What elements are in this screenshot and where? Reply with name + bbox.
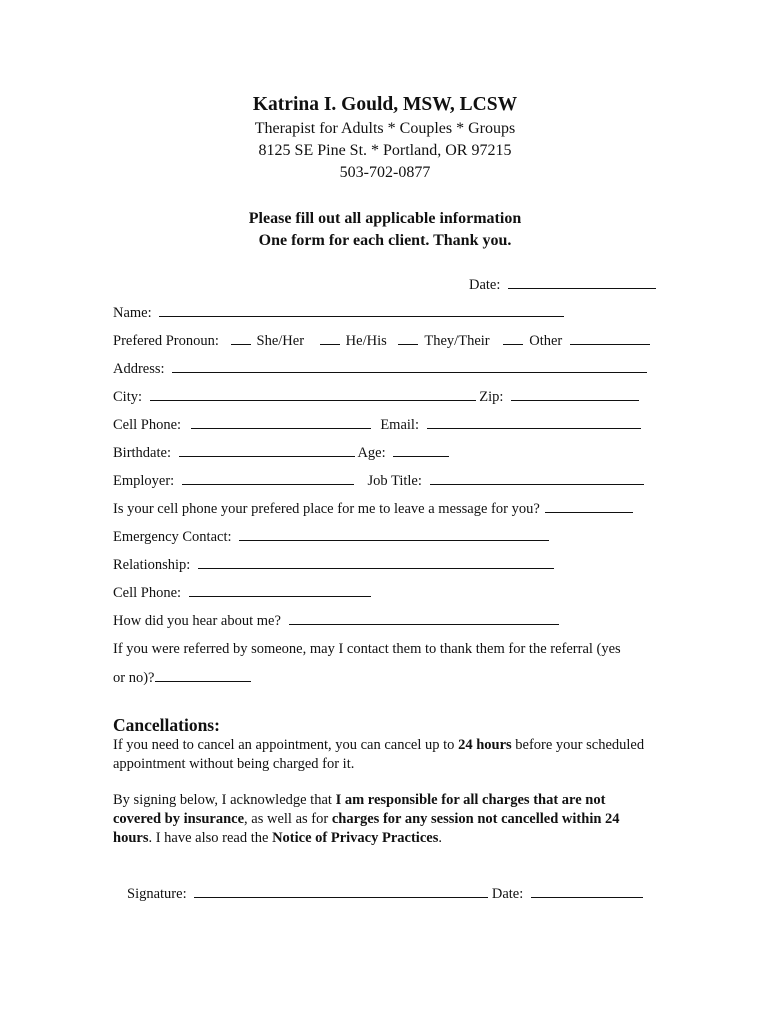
address-label: Address: [113,361,165,377]
signature-field[interactable] [194,884,488,898]
employer-field[interactable] [182,471,354,485]
cancellation-policy-paragraph [113,736,653,774]
city-field[interactable] [150,387,476,401]
employer-label: Employer: [113,473,175,489]
therapist-name: Katrina I. Gould, MSW, LCSW [252,94,518,115]
email-label: Email: [380,417,419,433]
age-label: Age: [357,445,386,461]
emergency-contact-label: Emergency Contact: [113,529,232,545]
address-field[interactable] [172,359,647,373]
name-label: Name: [113,305,152,321]
ack-cancel-charges: charges for any session not cancelled within 24 hours [113,811,620,846]
cell-phone-label: Cell Phone: [113,417,182,433]
instructions-line-2: One form for each client. Thank you. [258,232,512,249]
tagline: Therapist for Adults * Couples * Groups [254,120,516,137]
referral-question-line-1: If you were referred by someone, may I contact them to thank them for the referral (yes [113,641,621,657]
pronoun-other-blank[interactable] [503,331,523,345]
emergency-contact-field[interactable] [239,527,549,541]
ack-text-2: , as well as for [244,811,332,827]
date-field[interactable] [508,275,656,289]
zip-field[interactable] [511,387,639,401]
signature-row [127,884,657,903]
date-label: Date: [468,277,501,293]
employer-job-row [113,471,658,490]
email-field[interactable] [427,415,641,429]
name-row [113,303,658,322]
cancellations-heading: Cancellations: [113,715,220,735]
relationship-label: Relationship: [113,557,191,573]
pronoun-she-blank[interactable] [231,331,251,345]
job-title-label: Job Title: [367,473,422,489]
office-address: 8125 SE Pine St. * Portland, OR 97215 [258,142,512,159]
pronoun-other-field[interactable] [570,331,650,345]
cell-phone-field[interactable] [191,415,371,429]
policy-text: If you need to cancel an appointment, you can cancel up to [113,737,459,753]
heard-about-row [113,611,658,630]
signature-date-field[interactable] [531,884,643,898]
referral-row-2 [113,668,658,687]
ack-text-4: . [438,830,442,846]
pronoun-she-her: She/Her [256,333,305,349]
date-row [113,275,656,294]
ack-privacy-practices: Notice of Privacy Practices [272,830,439,846]
heard-about-label: How did you hear about me? [113,613,281,629]
signature-label: Signature: [127,886,187,902]
pronoun-they-their: They/Their [424,333,490,349]
cell-email-row [113,415,658,434]
birthdate-age-row [113,443,658,462]
birthdate-label: Birthdate: [113,445,171,461]
pronoun-they-blank[interactable] [398,331,418,345]
job-title-field[interactable] [430,471,644,485]
heard-about-field[interactable] [289,611,559,625]
address-row [113,359,658,378]
emergency-cell-row [113,583,658,602]
referral-row-1 [113,640,658,658]
city-label: City: [113,389,143,405]
age-field[interactable] [393,443,449,457]
policy-text-end: before your scheduled appointment without being charged for it. [113,737,645,772]
office-phone: 503-702-0877 [339,164,431,181]
birthdate-field[interactable] [179,443,355,457]
ack-text: By signing below, I acknowledge that [113,792,336,808]
name-field[interactable] [159,303,564,317]
signature-date-label: Date: [491,886,524,902]
relationship-row [113,555,658,574]
pronoun-row [113,331,658,350]
pronoun-he-his: He/His [345,333,387,349]
emergency-contact-row [113,527,658,546]
acknowledgement-paragraph [113,791,643,848]
cell-message-row [113,499,658,518]
city-zip-row [113,387,658,406]
referral-field[interactable] [155,668,251,682]
relationship-field[interactable] [198,555,554,569]
emergency-cell-field[interactable] [189,583,371,597]
emergency-cell-label: Cell Phone: [113,585,182,601]
pronoun-label: Prefered Pronoun: [113,333,219,349]
policy-24-hours: 24 hours [458,737,512,753]
zip-label: Zip: [479,389,504,405]
ack-responsible-charges: I am responsible for all charges that are not covered by insurance [113,792,606,827]
pronoun-other: Other [529,333,563,349]
referral-question-line-2: or no)? [113,670,155,686]
pronoun-he-blank[interactable] [320,331,340,345]
cell-message-question: Is your cell phone your prefered place for me to leave a message for you? [113,501,540,517]
instructions-line-1: Please fill out all applicable information [248,210,522,227]
ack-text-3: . I have also read the [148,830,273,846]
cell-message-field[interactable] [545,499,633,513]
